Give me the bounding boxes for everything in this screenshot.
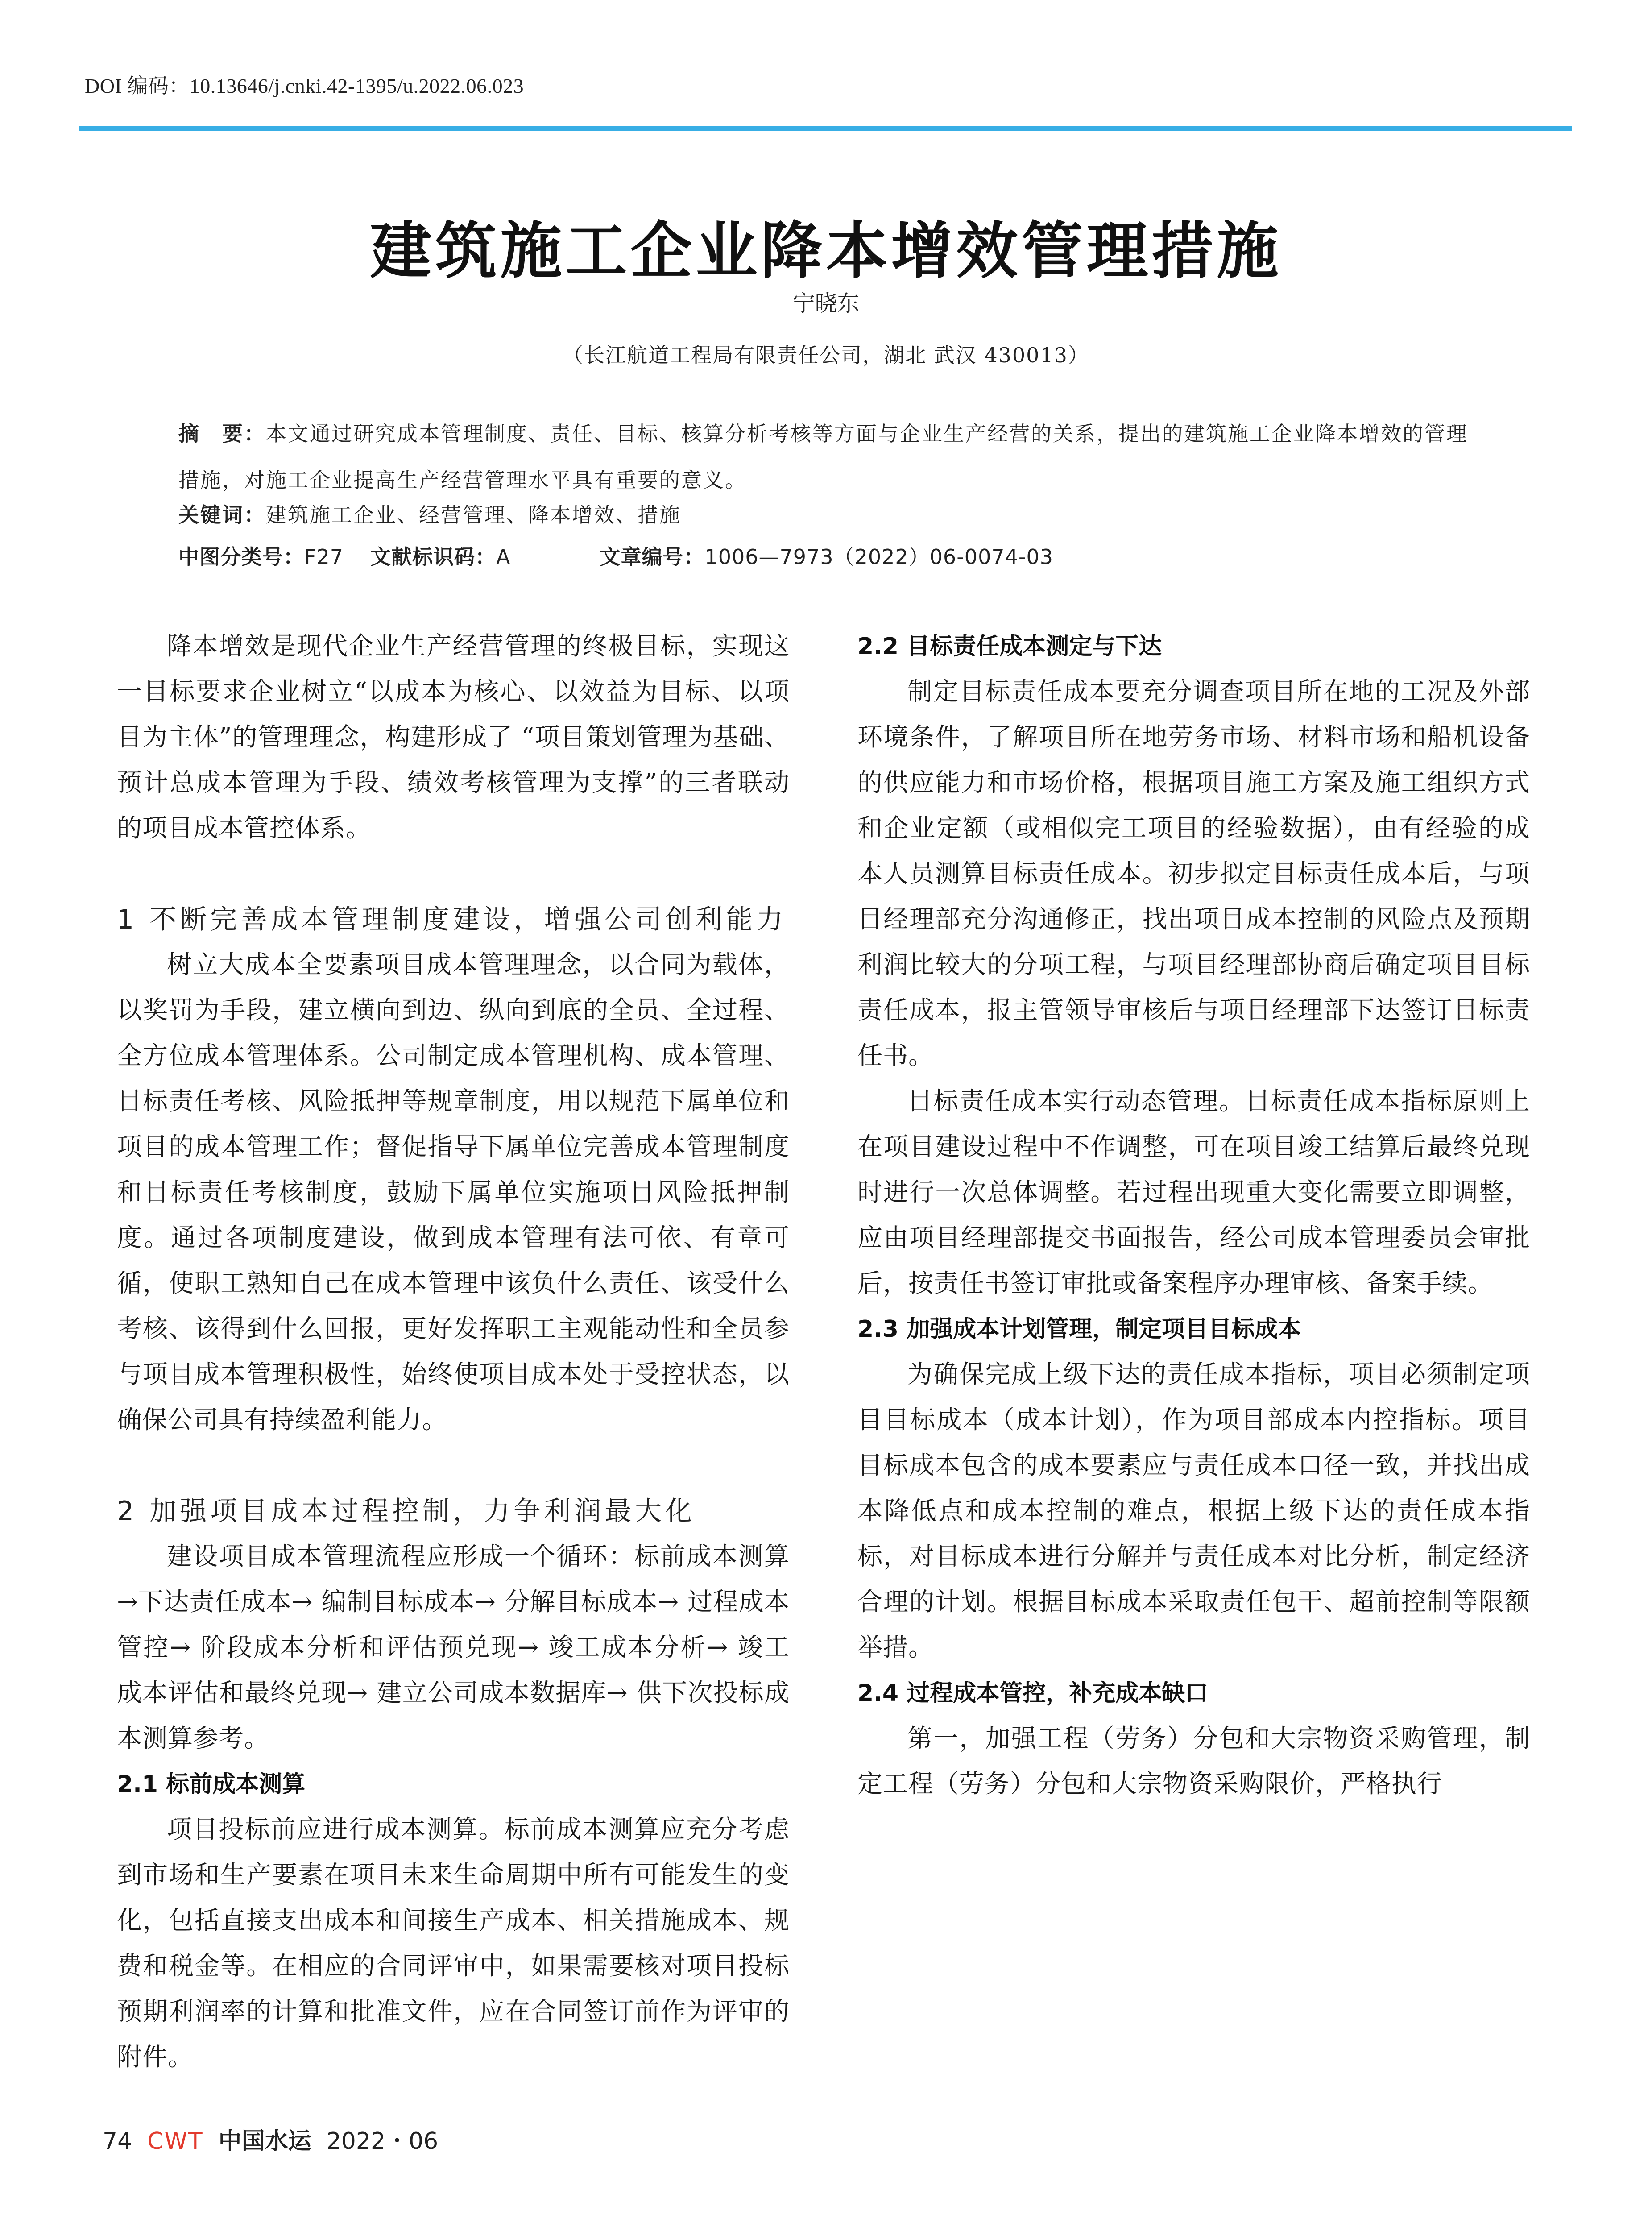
abstract-text: 本文通过研究成本管理制度、责任、目标、核算分析考核等方面与企业生产经营的关系，提出的建筑施工企业降本增效的管理措施，对施工企业提高生产经营管理水平具有重要的意义。 [178,422,1468,492]
body-column-left [117,624,790,2080]
section-2-2-paragraph-2: 目标责任成本实行动态管理。目标责任成本指标原则上在项目建设过程中不作调整，可在项目竣工结算后最终兑现时进行一次总体调整。若过程出现重大变化需要立即调整，应由项目经理部提交书面报告，经公司成本管理委员会审批后，按责任书签订审批或备案程序办理审核、备案手续。 [857,1087,1530,1298]
section-2-3-heading: 2.3 加强成本计划管理，制定项目目标成本 [857,1316,1301,1343]
doc-code-label: 文献标识码： [370,545,496,569]
header-rule [79,126,1572,131]
article-title: 建筑施工企业降本增效管理措施 [370,214,1282,287]
section-2-1-paragraph: 项目投标前应进行成本测算。标前成本测算应充分考虑到市场和生产要素在项目未来生命周期中所有可能发生的变化，包括直接支出成本和间接生产成本、相关措施成本、规费和税金等。在相应的合同评审中，如果需要核对项目投标预期利润率的计算和批准文件，应在合同签订前作为评审的附件。 [117,1815,790,2072]
clc-value: F27 [304,545,344,569]
issue-number: 2022・06 [326,2128,439,2155]
keywords-label: 关键词： [178,503,266,527]
intro-paragraph: 降本增效是现代企业生产经营管理的终极目标，实现这一目标要求企业树立“以成本为核心、以效益为目标、以项目为主体”的管理理念，构建形成了 “项目策划管理为基础、预计总成本管理为手段、绩效考核管理为支撑”的三者联动的项目成本管控体系。 [117,632,790,843]
abstract-label: 摘 要： [178,422,266,446]
keywords [178,499,1472,528]
section-2-1-heading: 2.1 标前成本测算 [117,1771,306,1798]
section-2-4-heading: 2.4 过程成本管控，补充成本缺口 [857,1680,1209,1707]
body-column-right [857,624,1530,1807]
classification-line [178,541,1472,570]
abstract [178,411,1472,503]
author-name: 宁晓东 [792,290,860,316]
section-2-3-paragraph: 为确保完成上级下达的责任成本指标，项目必须制定项目目标成本（成本计划），作为项目部成本内控指标。项目目标成本包含的成本要素应与责任成本口径一致，并找出成本降低点和成本控制的难点，根据上级下达的责任成本指标，对目标成本进行分解并与责任成本对比分析，制定经济合理的计划。根据目标成本采取责任包干、超前控制等限额举措。 [857,1360,1530,1662]
brand-logo-text: CWT [147,2128,203,2155]
doc-code-value: A [496,545,511,569]
section-2-paragraph: 建设项目成本管理流程应形成一个循环：标前成本测算→下达责任成本→ 编制目标成本→ 分解目标成本→ 过程成本管控→ 阶段成本分析和评估预兑现→ 竣工成本分析→ 竣工成本评估和最终兑现→ 建立公司成本数据库→ 供下次投标成本测算参考。 [117,1542,790,1753]
clc-label: 中图分类号： [178,545,304,569]
page-footer [103,2122,453,2156]
keywords-text: 建筑施工企业、经营管理、降本增效、措施 [266,503,681,527]
doi-line: DOI 编码：10.13646/j.cnki.42-1395/u.2022.06.023 [85,75,524,97]
article-no-label: 文章编号： [600,545,705,569]
author-affiliation: （长江航道工程局有限责任公司，湖北 武汉 430013） [563,343,1089,367]
section-2-4-paragraph: 第一，加强工程（劳务）分包和大宗物资采购管理，制定工程（劳务）分包和大宗物资采购限价，严格执行 [857,1724,1530,1799]
article-no-value: 1006—7973（2022）06-0074-03 [704,545,1053,569]
section-2-heading: 2 加强项目成本过程控制，力争利润最大化 [117,1496,696,1527]
page-number: 74 [103,2128,132,2155]
journal-name: 中国水运 [218,2127,311,2155]
section-1-heading: 1 不断完善成本管理制度建设，增强公司创利能力 [117,904,787,935]
section-2-2-paragraph-1: 制定目标责任成本要充分调查项目所在地的工况及外部环境条件，了解项目所在地劳务市场、材料市场和船机设备的供应能力和市场价格，根据项目施工方案及施工组织方式和企业定额（或相似完工项目的经验数据），由有经验的成本人员测算目标责任成本。初步拟定目标责任成本后，与项目经理部充分沟通修正，找出项目成本控制的风险点及预期利润比较大的分项工程，与项目经理部协商后确定项目目标责任成本，报主管领导审核后与项目经理部下达签订目标责任书。 [857,677,1530,1070]
section-1-paragraph: 树立大成本全要素项目成本管理理念，以合同为载体，以奖罚为手段，建立横向到边、纵向到底的全员、全过程、全方位成本管理体系。公司制定成本管理机构、成本管理、目标责任考核、风险抵押等规章制度，用以规范下属单位和项目的成本管理工作；督促指导下属单位完善成本管理制度和目标责任考核制度，鼓励下属单位实施项目风险抵押制度。通过各项制度建设，做到成本管理有法可依、有章可循，使职工熟知自己在成本管理中该负什么责任、该受什么考核、该得到什么回报，更好发挥职工主观能动性和全员参与项目成本管理积极性，始终使项目成本处于受控状态，以确保公司具有持续盈利能力。 [117,950,790,1435]
section-2-2-heading: 2.2 目标责任成本测定与下达 [857,633,1162,660]
